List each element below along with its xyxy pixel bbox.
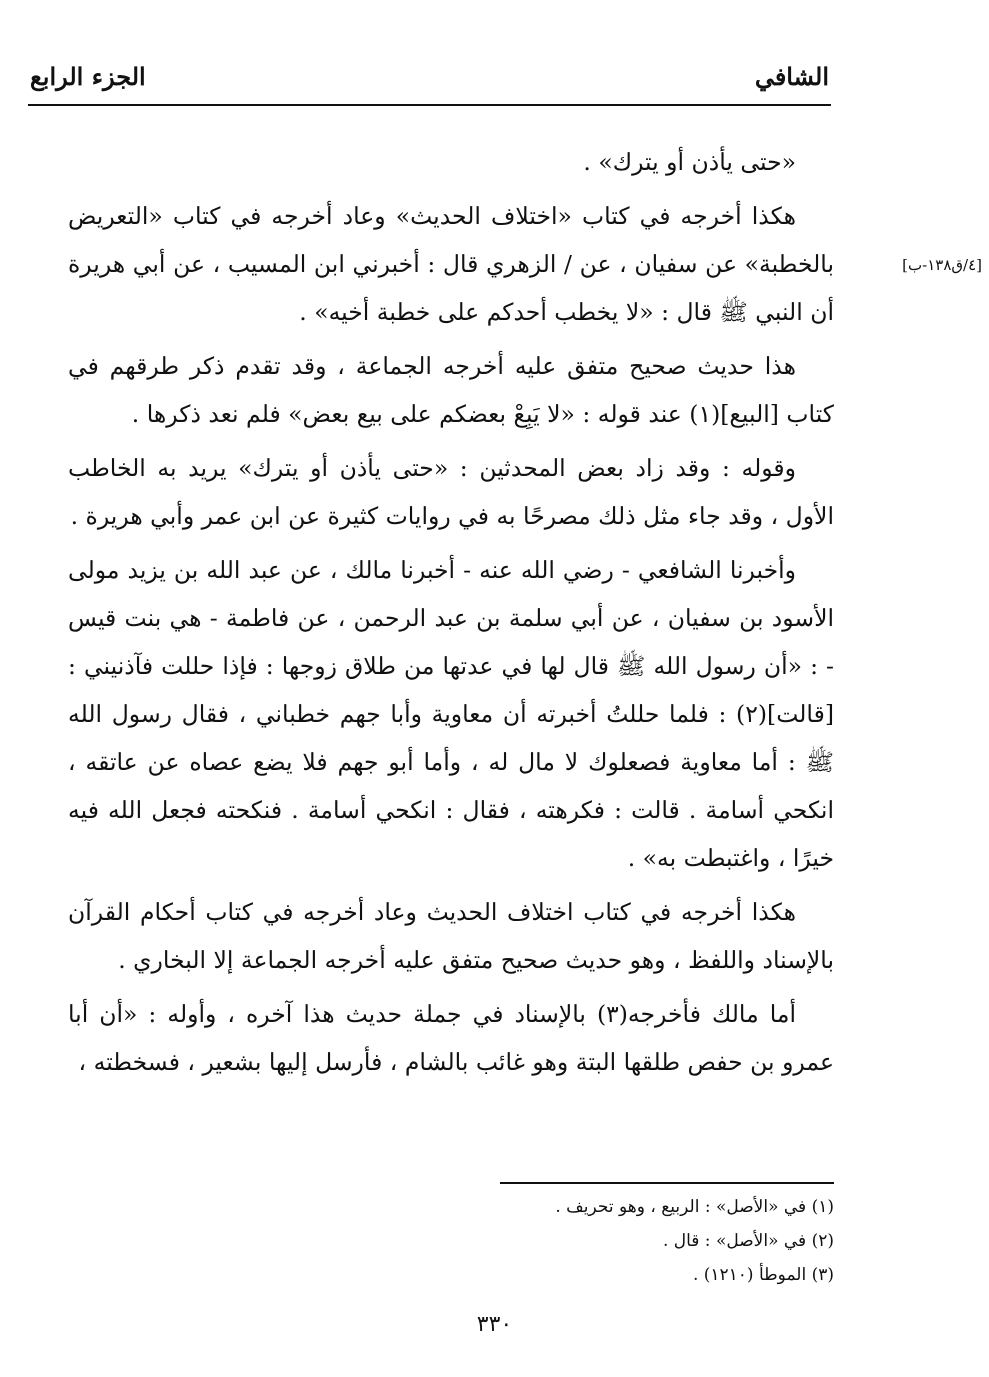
paragraph: هذا حديث صحيح متفق عليه أخرجه الجماعة ، وقد تقدم ذكر طرقهم في كتاب [البيع](١) عند قوله : «لا يَبِعْ بعضكم على بيع بعض» فلم نعد ذكرها . xyxy=(68,352,834,428)
main-text xyxy=(68,138,834,1086)
page-header xyxy=(30,62,829,98)
footnote: (٣) الموطأ (١٢١٠) . xyxy=(692,1265,834,1285)
footnote-divider xyxy=(500,1182,834,1184)
page-number: ٣٣٠ xyxy=(476,1312,513,1337)
paragraph: وأخبرنا الشافعي - رضي الله عنه - أخبرنا مالك ، عن عبد الله بن يزيد مولى الأسود بن سفيان ، عن أبي سلمة بن عبد الرحمن ، عن فاطمة - هي بنت قيس - : «أن رسول الله ﷺ قال لها في عدتها من طلاق زوجها : فإذا حللت فآذنيني : [قالت](٢) : فلما حللتُ أخبرته أن معاوية وأبا جهم خطباني ، فقال رسول الله ﷺ : أما معاوية فصعلوك لا مال له ، وأما أبو جهم فلا يضع عصاه عن عاتقه ، انكحي أسامة . قالت : فكرهته ، فقال : انكحي أسامة . فنكحته فجعل الله فيه خيرًا ، واغتبطت به» . xyxy=(68,556,834,872)
paragraph: وقوله : وقد زاد بعض المحدثين : «حتى يأذن أو يترك» يريد به الخاطب الأول ، وقد جاء مثل ذلك مصرحًا به في روايات كثيرة عن ابن عمر وأبي هريرة . xyxy=(68,454,834,530)
header-divider xyxy=(28,104,831,106)
paragraph: هكذا أخرجه في كتاب اختلاف الحديث وعاد أخرجه في كتاب أحكام القرآن بالإسناد واللفظ ، وهو حديث صحيح متفق عليه أخرجه الجماعة إلا البخاري . xyxy=(68,898,834,974)
footnotes xyxy=(300,1190,834,1292)
footnote: (٢) في «الأصل» : قال . xyxy=(662,1231,834,1251)
paragraph: أما مالك فأخرجه(٣) بالإسناد في جملة حديث هذا آخره ، وأوله : «أن أبا عمرو بن حفص طلقها البتة وهو غائب بالشام ، فأرسل إليها بشعير ، فسخطته ، xyxy=(68,1000,834,1076)
footnote: (١) في «الأصل» : الربيع ، وهو تحريف . xyxy=(555,1197,834,1217)
paragraph: «حتى يأذن أو يترك» . xyxy=(583,148,796,176)
running-part-label: الجزء الرابع xyxy=(30,62,146,91)
paragraph: هكذا أخرجه في كتاب «اختلاف الحديث» وعاد أخرجه في كتاب «التعريض بالخطبة» عن سفيان ، عن / الزهري قال : أخبرني ابن المسيب ، عن أبي هريرة أن النبي ﷺ قال : «لا يخطب أحدكم على خطبة أخيه» . xyxy=(68,202,834,326)
manuscript-folio-note: [٤/ق١٣٨-ب] xyxy=(902,256,982,274)
running-title: الشافي xyxy=(754,62,829,91)
